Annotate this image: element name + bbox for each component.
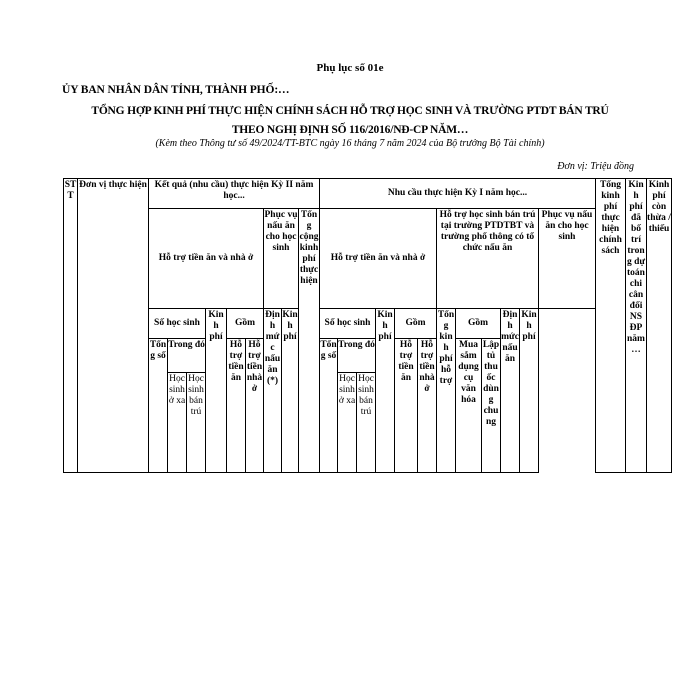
boarding-students-header-2: Học sinh bán trú	[357, 373, 376, 473]
budget-header-4: Kinh phí	[520, 309, 539, 473]
remote-students-header-2: Học sinh ở xa	[338, 373, 357, 473]
buy-tools-header: Mua sắm dụng cụ văn hóa	[456, 339, 482, 473]
support-food-header-1: Hỗ trợ tiền ăn	[227, 339, 246, 473]
student-count-header-1: Số học sinh	[149, 309, 206, 339]
unit-label: Đơn vị: Triệu đồng	[557, 161, 634, 172]
support-house-header-1: Hỗ trợ tiền nhà ở	[246, 339, 264, 473]
total-header-2: Tổng số	[320, 339, 338, 473]
boarding-students-header-1: Học sinh bán trú	[187, 373, 206, 473]
cook-service-header-2: Phục vụ nấu ăn cho học sinh	[539, 209, 596, 309]
food-support-header-2: Hỗ trợ tiền ăn và nhà ở	[320, 209, 437, 309]
include-header-1: Gồm	[227, 309, 264, 339]
committee-label: ỦY BAN NHÂN DÂN TỈNH, THÀNH PHỐ:…	[62, 84, 290, 96]
document-subtitle: (Kèm theo Thông tư số 49/2024/TT-BTC ngày 16 tháng 7 năm 2024 của Bộ trưởng Bộ Tài chính)	[155, 138, 545, 149]
boarding-support-header: Hỗ trợ học sinh bán trú tại trường PTDTBT và trường phổ thông có tổ chức nấu ăn	[437, 209, 539, 309]
cook-service-header-1: Phục vụ nấu ăn cho học sinh	[264, 209, 299, 309]
need-group-header: Nhu cầu thực hiện Kỳ I năm học...	[320, 179, 596, 209]
total-support-header: Tổng kinh phí hỗ trợ	[437, 309, 456, 473]
student-count-header-2: Số học sinh	[320, 309, 376, 339]
medicine-cabinet-header: Lập tủ thuốc dùng chung	[482, 339, 501, 473]
budget-header-2: Kinh phí	[282, 309, 299, 473]
document-title-line2: THEO NGHỊ ĐỊNH SỐ 116/2016/NĐ-CP NĂM…	[231, 124, 469, 136]
remaining-budget-header: Kinh phí còn thừa / thiếu	[647, 179, 672, 473]
total-cost-header-1: Tổng cộng kinh phí thực hiện	[299, 209, 320, 473]
total-policy-header: Tổng kinh phí thực hiện chính sách	[596, 179, 626, 473]
food-support-header-1: Hỗ trợ tiền ăn và nhà ở	[149, 209, 264, 309]
among-header-1: Trong đó	[168, 339, 206, 373]
appendix-label: Phụ lục số 01e	[316, 62, 384, 74]
norm-header-1: Định mức nấu ăn (*)	[264, 309, 282, 473]
norm-header-2: Định mức nấu ăn	[501, 309, 520, 473]
allocated-budget-header: Kinh phí đã bố trí trong dự toán chi cân đối NS ĐP năm…	[626, 179, 647, 473]
support-house-header-2: Hỗ trợ tiền nhà ở	[418, 339, 437, 473]
budget-header-1: Kinh phí	[206, 309, 227, 473]
include-header-2: Gồm	[395, 309, 437, 339]
unit-column-header: Đơn vị thực hiện	[78, 179, 149, 473]
support-food-header-2: Hỗ trợ tiền ăn	[395, 339, 418, 473]
budget-header-3: Kinh phí	[376, 309, 395, 473]
among-header-2: Trong đó	[338, 339, 376, 373]
remote-students-header-1: Học sinh ở xa	[168, 373, 187, 473]
stt-header: STT	[64, 179, 78, 473]
document-title: TỔNG HỢP KINH PHÍ THỰC HIỆN CHÍNH SÁCH HỖ TRỢ HỌC SINH VÀ TRƯỜNG PTDT BÁN TRÚ	[91, 105, 609, 117]
result-group-header: Kết quả (nhu cầu) thực hiện Kỳ II năm học...	[149, 179, 320, 209]
total-header-1: Tổng số	[149, 339, 168, 473]
budget-table	[63, 178, 672, 473]
include-header-3: Gồm	[456, 309, 501, 339]
